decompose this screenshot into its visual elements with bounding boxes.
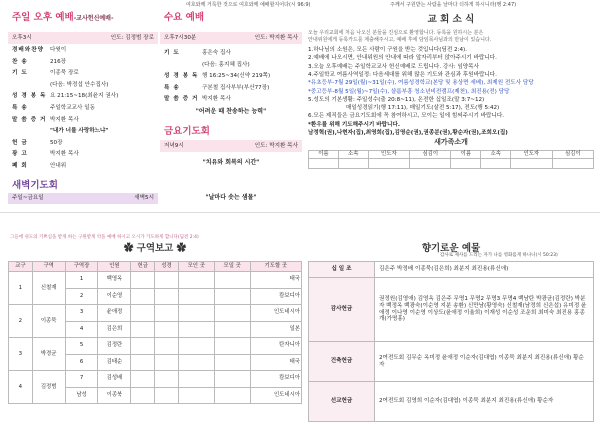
district-col-header: 인원 (98, 262, 131, 272)
offering-category: 감사헌금 (309, 278, 375, 342)
offering-category: 십 일 조 (309, 262, 375, 278)
offering-row (309, 382, 594, 422)
order-value: 행 16:25~34(신약 219쪽) (202, 73, 271, 79)
district-row (9, 272, 302, 289)
order-label: 경배와찬양 (12, 47, 45, 53)
district-gyogu: 2 (9, 305, 33, 338)
offering-category: 선교헌금 (309, 382, 375, 422)
district-area: 3 (65, 305, 98, 322)
district-empty-cell (178, 387, 214, 404)
news-item: 5.성도의 기본생활: 주일성수(출 20:8~11), 온전한 십일조(말 3:7~12) (308, 96, 485, 103)
offering-table (308, 261, 594, 422)
order-label: 헌 금 (12, 139, 28, 146)
district-gyogu: 4 (9, 371, 33, 404)
offering-row (309, 262, 594, 278)
order-label: 말 씀 증 거 (164, 96, 199, 102)
new-family-table (308, 150, 594, 169)
wednesday-order-row (164, 96, 231, 103)
sunday-order-row (12, 128, 108, 135)
dawn-hour: 새벽5시 (134, 195, 154, 201)
sunday-leader: 인도: 김정범 장로 (110, 35, 154, 41)
new-family-empty-row (309, 158, 594, 168)
district-col-header: 헌금 (131, 262, 155, 272)
district-empty-cell (214, 272, 250, 289)
sunday-order-row (12, 82, 108, 89)
news-item: 3.오늘 오후예배는 주일학교교사 헌신예배로 드립니다. 강사: 임양목사 (308, 63, 479, 70)
wednesday-title: 수요 예배 (164, 12, 205, 23)
district-empty-cell (155, 272, 179, 289)
district-col-header: 구역 (32, 262, 65, 272)
new-family-col-header: 심김이 (410, 151, 451, 159)
new-family-col-header: 인도자 (368, 151, 409, 159)
news-item: 4.주일학교 여름사역일정: 다음세대를 위해 많은 기도와 관심과 후원바랍니다. (308, 71, 497, 78)
news-intro-2: 안내위원에게 등록카드를 제출해주시고, 예배 후에 담임목사님과의 만남이 있습니다. (308, 37, 492, 43)
wednesday-order-row (164, 73, 270, 80)
district-prayer-place: 탄자니아 (250, 338, 301, 355)
wednesday-leader: 인도: 박지환 목사 (254, 35, 298, 41)
wednesday-order-row (164, 62, 250, 69)
order-value: 50장 (50, 139, 63, 146)
order-label (12, 128, 50, 135)
district-col-header: 기도할 곳 (250, 262, 301, 272)
district-col-header: 교구 (9, 262, 33, 272)
flower-icon: ✿ (123, 243, 134, 254)
district-area: 4 (65, 321, 98, 338)
district-area: 6 (65, 354, 98, 371)
sunday-order-row (12, 140, 63, 147)
district-empty-cell (214, 305, 250, 322)
district-empty-cell (178, 272, 214, 289)
district-empty-cell (155, 387, 179, 404)
district-chief: 김정란 (98, 338, 131, 355)
order-label: 폐 회 (12, 163, 28, 169)
district-empty-cell (214, 387, 250, 404)
sunday-order-row (12, 59, 66, 66)
district-chief: 이종북 (98, 387, 131, 404)
offering-row (309, 278, 594, 342)
district-empty-cell (131, 272, 155, 289)
verse-right-bottom: 감사로 제사를 드리는 자가 나를 영화롭게 하나니(시 50:23) (440, 253, 558, 258)
order-label: 말 씀 증 거 (12, 116, 47, 123)
district-col-header: 구역장 (65, 262, 98, 272)
order-value: 다윗이 (50, 47, 67, 53)
district-empty-cell (214, 321, 250, 338)
friday-theme: "치유와 회복의 시간" (202, 159, 260, 166)
district-prayer-place: 일본 (250, 321, 301, 338)
district-leader: 이종묵 (32, 305, 65, 338)
order-label (12, 82, 50, 89)
district-empty-cell (131, 371, 155, 388)
district-chief: 김은희 (98, 321, 131, 338)
district-title: ✿ 구역보고 ✿ (123, 243, 187, 254)
order-value: "내가 너를 사랑하느냐" (50, 128, 109, 135)
sunday-order-row (12, 105, 95, 112)
order-label: 특 송 (164, 84, 180, 91)
offering-section (308, 243, 594, 421)
order-value: 이종묵 장로 (50, 70, 79, 77)
district-chief: 이순영 (98, 288, 131, 305)
new-family-col-header: 소속 (481, 151, 511, 159)
dawn-theme: "날마다 솟는 샘물" (205, 194, 257, 201)
dawn-prayer (8, 180, 302, 210)
sunday-time-value: 오후3시 (12, 35, 32, 41)
order-label: 성 경 봉 독 (12, 93, 47, 100)
district-leader: 박경균 (32, 338, 65, 371)
news-item: 1.하나님의 소원은, 모든 사람이 구원을 받는 것입니다(딤전 2:4). (308, 47, 467, 53)
order-value: 박지환 목사 (202, 96, 231, 102)
district-area: 1 (65, 272, 98, 289)
friday-time-value: 저녁9시 (164, 143, 184, 149)
offering-title: 향기로운 예물 (421, 243, 481, 254)
church-news (308, 14, 594, 210)
district-empty-cell (131, 305, 155, 322)
sunday-order-row (12, 163, 66, 170)
district-area: 7 (65, 371, 98, 388)
district-empty-cell (214, 371, 250, 388)
district-area: 5 (65, 338, 98, 355)
district-chief: 김태순 (98, 354, 131, 371)
district-empty-cell (214, 338, 250, 355)
order-value: (다음: 박정섭 안수집사) (50, 81, 109, 88)
district-empty-cell (178, 321, 214, 338)
district-chief: 백영옥 (98, 272, 131, 289)
order-value: 박지환 목사 (50, 151, 79, 158)
district-empty-cell (155, 354, 179, 371)
news-item: 매일성경읽기(행 17:11), 매일기도(살전 5:17), 전도(행 5:42) (346, 105, 500, 112)
order-value: 요 21:15~18(최윤지 권사) (50, 93, 119, 100)
new-family-header-row (309, 151, 594, 159)
new-family-col-header: 인도자 (511, 151, 552, 159)
district-empty-cell (155, 305, 179, 322)
news-item: *중고등부-8월 5일(월)~7일(수), 샬롬부흥 청소년비전캠프(제천), 최진용(전) 담당 (308, 88, 510, 95)
district-row (9, 371, 302, 388)
district-empty-cell (178, 288, 214, 305)
order-label: 성 경 봉 독 (164, 73, 199, 79)
district-area: 2 (65, 288, 98, 305)
friday-title: 금요기도회 (164, 126, 210, 137)
district-empty-cell (155, 321, 179, 338)
news-item: *유초등부-7월 29일(월)~31일(수), 여름성경학교(본당 및 용상면 세베), 최제원 전도사 담당 (308, 80, 534, 87)
district-empty-cell (155, 338, 179, 355)
district-gyogu: 3 (9, 338, 33, 371)
order-label: 기 도 (12, 70, 28, 77)
dawn-days: 주일~금요일 (12, 195, 44, 201)
dawn-title: 새벽기도회 (12, 180, 58, 191)
district-row (9, 305, 302, 322)
district-table (8, 261, 302, 404)
district-empty-cell (178, 371, 214, 388)
offering-names: 2여전도회 김무순 옥미정 윤애정 이순자(김대엽) 이종묵 최분지 최진용(류신애) 황순자 (375, 342, 594, 382)
district-empty-cell (178, 338, 214, 355)
district-leader: 신철재 (32, 272, 65, 305)
district-prayer-place: 인도네시아 (250, 387, 301, 404)
new-family-col-header: 이름 (309, 151, 339, 159)
district-empty-cell (131, 387, 155, 404)
district-prayer-place: 인도네시아 (250, 305, 301, 322)
wednesday-sermon-title: "어려운 때 찬송하는 능력" (195, 108, 267, 115)
order-label: 기 도 (164, 50, 180, 56)
news-intro-1: 오늘 우리교회에 처음 나오신 분들을 진심으로 환영합니다. 등록을 원하시는 분은 (308, 30, 484, 36)
wednesday-order-row (164, 85, 269, 92)
order-value: 216장 (50, 58, 67, 65)
wednesday-service (160, 10, 302, 115)
wednesday-time-value: 오후7시30분 (164, 35, 197, 41)
order-value: 구본철 집사부부(부산77장) (202, 84, 270, 91)
district-empty-cell (131, 354, 155, 371)
order-value: (다음: 홍지혜 집사) (202, 61, 250, 68)
sunday-order-row (12, 93, 118, 100)
sunday-order-row (12, 70, 79, 77)
news-item: 2.예배에 나오시면, 안내위원의 안내에 따라 앞자리부터 앉아주시기 바랍니다. (308, 55, 497, 62)
district-prayer-place: 캄보디아 (250, 371, 301, 388)
sunday-order-row (12, 117, 79, 124)
district-empty-cell (155, 288, 179, 305)
news-item: 6.모든 제직들은 금요기도회에 꼭 참여하시고, 모이는 일에 힘써주시기 바랍니다. (308, 113, 505, 120)
district-chief: 김성배 (98, 371, 131, 388)
district-prayer-place: 태국 (250, 272, 301, 289)
sunday-title: 주일 오후 예배-교사헌신예배- (12, 12, 114, 23)
offering-names: 2여전도회 김영희 이순자(김대엽) 이종묵 최분지 최진용(류신애) 황순자 (375, 382, 594, 422)
new-family-col-header: 이름 (451, 151, 481, 159)
district-prayer-place: 태국 (250, 354, 301, 371)
district-gyogu: 1 (9, 272, 33, 305)
flower-icon: ✿ (176, 243, 187, 254)
friday-leader: 인도: 박지환 목사 (254, 143, 298, 149)
dawn-time (12, 195, 154, 202)
sunday-time (12, 35, 154, 42)
offering-names: 권정원(김영애) 김영옥 김은주 무명1 무명2 무명3 무명4 백남탄 박광균(김정란) 박분자 백정옥 백광숙(이순영 지분 송환) 신만남(황영숙) 신철재(남정희 신은섭) 유미정 윤애정 이나영 이순영 이상도(윤애정 이율희) 이재성 이순성 조운희 최미숙 최진용 홍종개(가명홍) (375, 278, 594, 342)
sunday-order-row (12, 47, 66, 54)
news-title: 교 회 소 식 (427, 14, 475, 25)
order-value: 주일학교교사 일동 (50, 105, 96, 111)
district-empty-cell (178, 305, 214, 322)
verse-left-top: 여호와께 거룩한 것으로 여호와께 예배할지어다(시 96:9) (186, 2, 311, 8)
order-label: 특 송 (12, 105, 28, 111)
district-empty-cell (155, 371, 179, 388)
district-empty-cell (214, 288, 250, 305)
district-empty-cell (131, 338, 155, 355)
district-report (8, 243, 302, 421)
friday-time (164, 143, 298, 150)
order-label: 광 고 (12, 151, 28, 158)
district-col-header: 모인 곳 (178, 262, 214, 272)
new-family-title: 새가족소개 (434, 137, 468, 146)
district-col-header: 성경 (155, 262, 179, 272)
wednesday-order-row (164, 50, 231, 57)
offering-category: 건축헌금 (309, 342, 375, 382)
district-chief: 윤애정 (98, 305, 131, 322)
district-header-row (9, 262, 302, 272)
offering-row (309, 342, 594, 382)
district-empty-cell (131, 321, 155, 338)
verse-right-top: 주께서 구원받는 사람을 날마다 더하게 하시니라(행 2:47) (390, 2, 517, 8)
news-item: *환우를 위해 기도해주시기 바랍니다. (308, 121, 400, 128)
news-item: 남정혁(권),나현자(집),최영희(집),김영순(권),권종분(권),황순자(권),조희오(집) (308, 130, 508, 136)
verse-left-bottom: 그들에 쉬도의 기쁘심을 받게 하는 구원받게 악을 예배 하시고 오시가 가도하게 합니다(딤전 2:4) (10, 235, 199, 240)
district-prayer-place: 캄보디아 (250, 288, 301, 305)
new-family-col-header: 심김이 (552, 151, 593, 159)
district-empty-cell (178, 354, 214, 371)
bottom-spread (0, 212, 600, 424)
district-area: 남성 (65, 387, 98, 404)
district-col-header: 모일 곳 (214, 262, 250, 272)
order-value: 안내위 (50, 163, 67, 169)
order-label (164, 62, 202, 69)
order-label: 찬 송 (12, 58, 28, 65)
district-empty-cell (214, 354, 250, 371)
district-empty-cell (131, 288, 155, 305)
district-leader: 김정범 (32, 371, 65, 404)
order-value: 홍은숙 집사 (202, 50, 231, 56)
wednesday-time (164, 35, 298, 42)
sunday-order-row (12, 151, 79, 158)
offering-names: 김은주 박정배 이종묵(김은희) 최분지 최진용(류신애) (375, 262, 594, 278)
friday-prayer (160, 126, 302, 166)
sunday-service (8, 10, 158, 180)
new-family-col-header: 소속 (338, 151, 368, 159)
district-row (9, 338, 302, 355)
order-value: 박지환 목사 (50, 116, 79, 123)
